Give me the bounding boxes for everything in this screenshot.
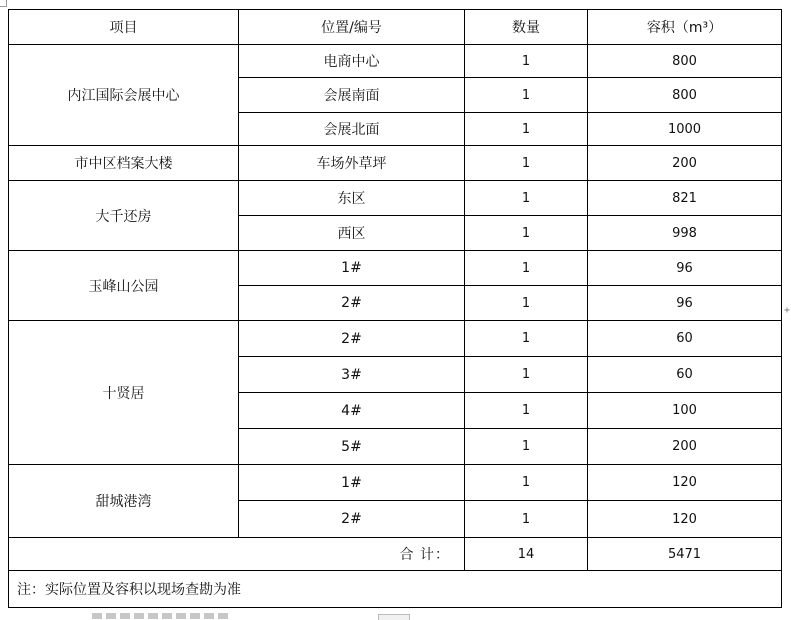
quantity-cell: 1 — [465, 216, 588, 251]
volume-cell: 60 — [588, 321, 782, 357]
position-cell: 电商中心 — [239, 45, 465, 78]
position-cell: 5# — [239, 429, 465, 465]
volume-cell: 100 — [588, 393, 782, 429]
table-row — [9, 465, 782, 501]
quantity-cell: 1 — [465, 465, 588, 501]
quantity-cell: 1 — [465, 45, 588, 78]
header-project: 项目 — [9, 10, 239, 45]
quantity-cell: 1 — [465, 429, 588, 465]
quantity-cell: 1 — [465, 113, 588, 146]
project-name-cell: 内江国际会展中心 — [9, 45, 239, 146]
project-name-cell: 甜城港湾 — [9, 465, 239, 538]
position-cell: 2# — [239, 286, 465, 321]
position-cell: 1# — [239, 251, 465, 286]
table-row — [9, 321, 782, 357]
position-cell: 西区 — [239, 216, 465, 251]
quantity-cell: 1 — [465, 286, 588, 321]
clipped-text-line — [92, 613, 232, 619]
facility-table — [8, 9, 782, 608]
volume-cell: 96 — [588, 286, 782, 321]
facility-table-body — [9, 10, 782, 608]
volume-cell: 96 — [588, 251, 782, 286]
header-quantity: 数量 — [465, 10, 588, 45]
position-cell: 3# — [239, 357, 465, 393]
volume-cell: 1000 — [588, 113, 782, 146]
total-volume: 5471 — [588, 538, 782, 571]
position-cell: 4# — [239, 393, 465, 429]
position-cell: 2# — [239, 501, 465, 538]
volume-cell: 200 — [588, 146, 782, 181]
quantity-cell: 1 — [465, 357, 588, 393]
project-name-cell: 市中区档案大楼 — [9, 146, 239, 181]
position-cell: 车场外草坪 — [239, 146, 465, 181]
row-end-mark: + — [784, 305, 791, 316]
note-text: 注：实际位置及容积以现场查勘为准 — [9, 571, 782, 608]
position-cell: 会展北面 — [239, 113, 465, 146]
volume-cell: 998 — [588, 216, 782, 251]
quantity-cell: 1 — [465, 78, 588, 113]
volume-cell: 200 — [588, 429, 782, 465]
total-quantity: 14 — [465, 538, 588, 571]
quantity-cell: 1 — [465, 251, 588, 286]
quantity-cell: 1 — [465, 181, 588, 216]
volume-cell: 800 — [588, 78, 782, 113]
total-label: 合 计： — [9, 538, 465, 571]
note-row — [9, 571, 782, 608]
table-header-row — [9, 10, 782, 45]
project-name-cell: 大千还房 — [9, 181, 239, 251]
volume-cell: 800 — [588, 45, 782, 78]
project-name-cell: 十贤居 — [9, 321, 239, 465]
position-cell: 2# — [239, 321, 465, 357]
volume-cell: 120 — [588, 501, 782, 538]
quantity-cell: 1 — [465, 501, 588, 538]
position-cell: 1# — [239, 465, 465, 501]
quantity-cell: 1 — [465, 146, 588, 181]
corner-crop-mark — [0, 0, 7, 7]
table-row — [9, 146, 782, 181]
project-name-cell: 玉峰山公园 — [9, 251, 239, 321]
header-volume: 容积（m³） — [588, 10, 782, 45]
table-row — [9, 251, 782, 286]
table-row — [9, 181, 782, 216]
quantity-cell: 1 — [465, 321, 588, 357]
quantity-cell: 1 — [465, 393, 588, 429]
scroll-handle[interactable] — [378, 614, 410, 620]
table-row — [9, 45, 782, 78]
volume-cell: 821 — [588, 181, 782, 216]
position-cell: 会展南面 — [239, 78, 465, 113]
volume-cell: 60 — [588, 357, 782, 393]
position-cell: 东区 — [239, 181, 465, 216]
header-position: 位置/编号 — [239, 10, 465, 45]
volume-cell: 120 — [588, 465, 782, 501]
total-row — [9, 538, 782, 571]
